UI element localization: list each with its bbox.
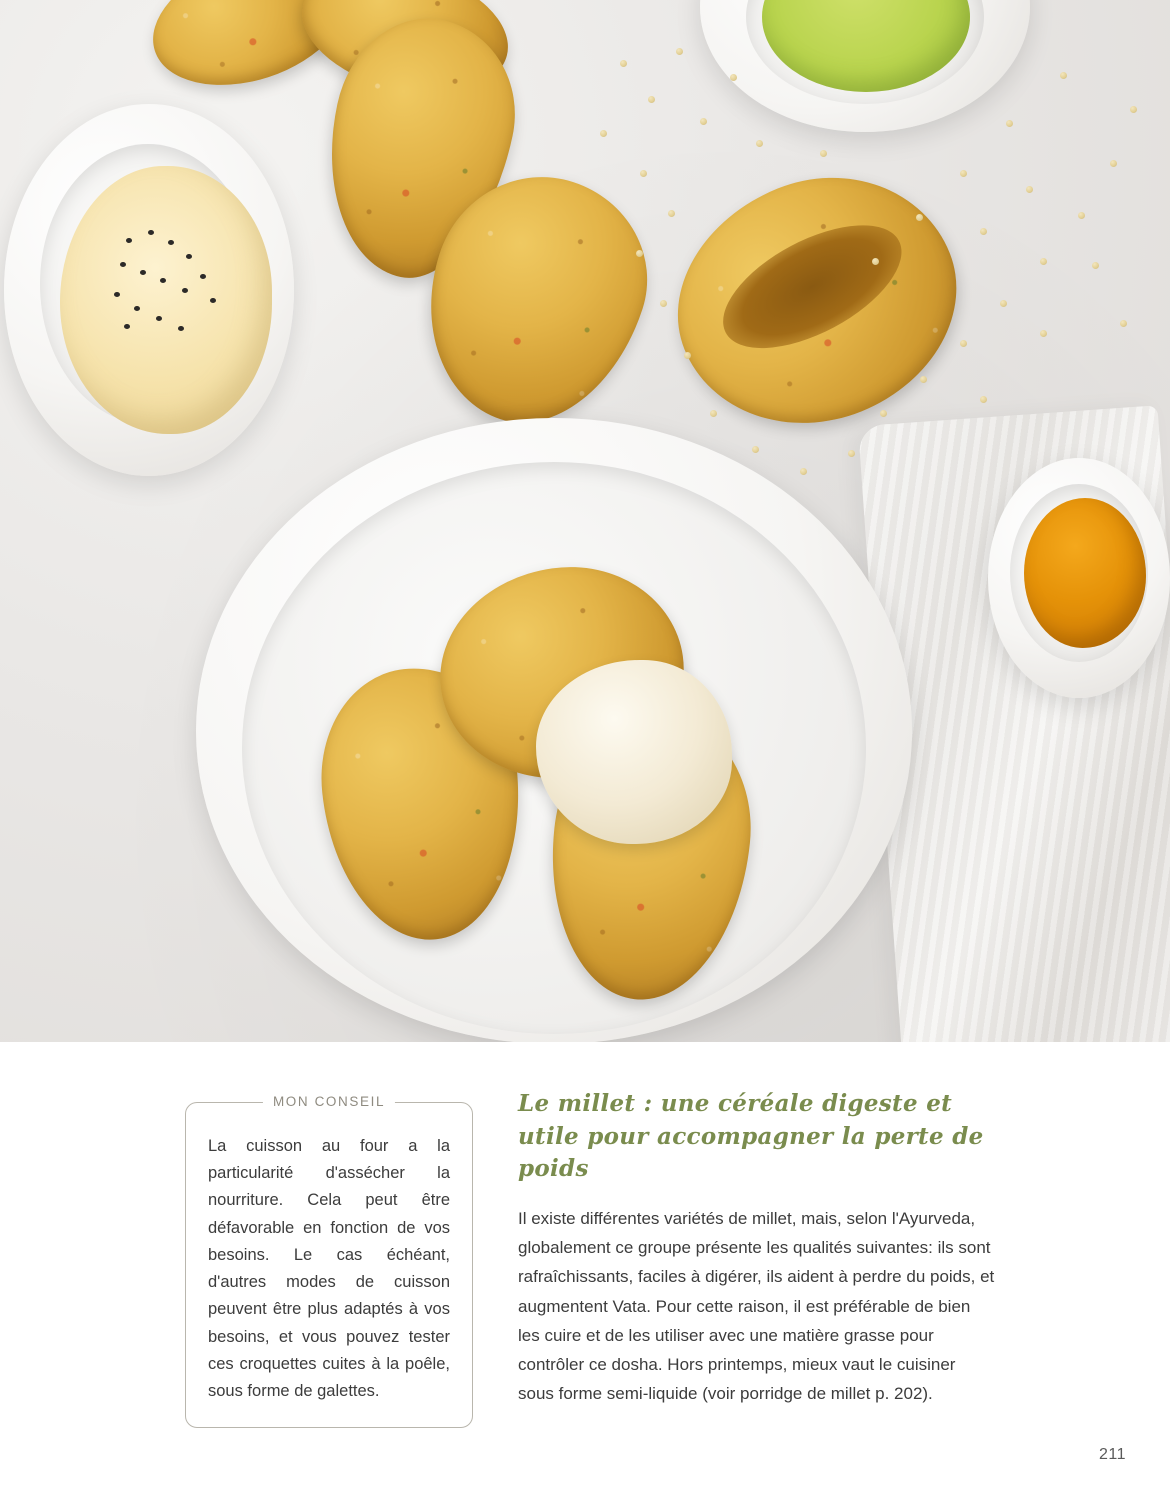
mustard-seed xyxy=(200,274,206,279)
tip-box-label: MON CONSEIL xyxy=(263,1094,395,1109)
mustard-seed xyxy=(140,270,146,275)
article-section xyxy=(518,1088,996,1409)
mustard-seed xyxy=(160,278,166,283)
tip-box xyxy=(185,1094,473,1428)
mustard-seed xyxy=(120,262,126,267)
seared-surface xyxy=(704,200,920,373)
turmeric-bowl xyxy=(988,458,1170,698)
mustard-seed xyxy=(148,230,154,235)
mustard-seed xyxy=(114,292,120,297)
cream-sauce xyxy=(60,166,272,434)
turmeric-powder xyxy=(1024,498,1146,648)
tip-box-text: La cuisson au four a la particularité d'assécher la nourriture. Cela peut être défavorable en fonction de vos besoins. Le cas échéant, d'autres modes de cuisson peuvent être plus adaptés à vos besoins, et vous pouvez tester ces croquettes cuites à la poêle, sous forme de galettes. xyxy=(208,1137,450,1400)
article-body: Il existe différentes variétés de millet, mais, selon l'Ayurveda, globalement ce groupe présente les qualités suivantes: ils sont rafraîchissants, faciles à digérer, ils aident à perdre du poids, et augmentent Vata. Pour cette raison, il est préférable de bien les cuire et de les utiliser avec une matière grasse pour contrôler ce dosha. Hors printemps, mieux vaut le cuisiner sous forme semi-liquide (voir porridge de millet p. 202). xyxy=(518,1208,995,1404)
cream-sauce-dollop xyxy=(536,660,732,844)
article-title: Le millet : une céréale digeste et utile pour accompagner la perte de poids xyxy=(518,1090,984,1183)
mustard-seed xyxy=(182,288,188,293)
page-content xyxy=(0,1042,1170,1500)
mustard-seed xyxy=(134,306,140,311)
page-number: 211 xyxy=(1098,1446,1126,1463)
mustard-seed xyxy=(168,240,174,245)
cream-sauce-bowl xyxy=(4,104,294,476)
mustard-seed xyxy=(126,238,132,243)
mustard-seed xyxy=(210,298,216,303)
mustard-seed xyxy=(124,324,130,329)
mustard-seed xyxy=(178,326,184,331)
mustard-seed xyxy=(156,316,162,321)
mustard-seed xyxy=(186,254,192,259)
